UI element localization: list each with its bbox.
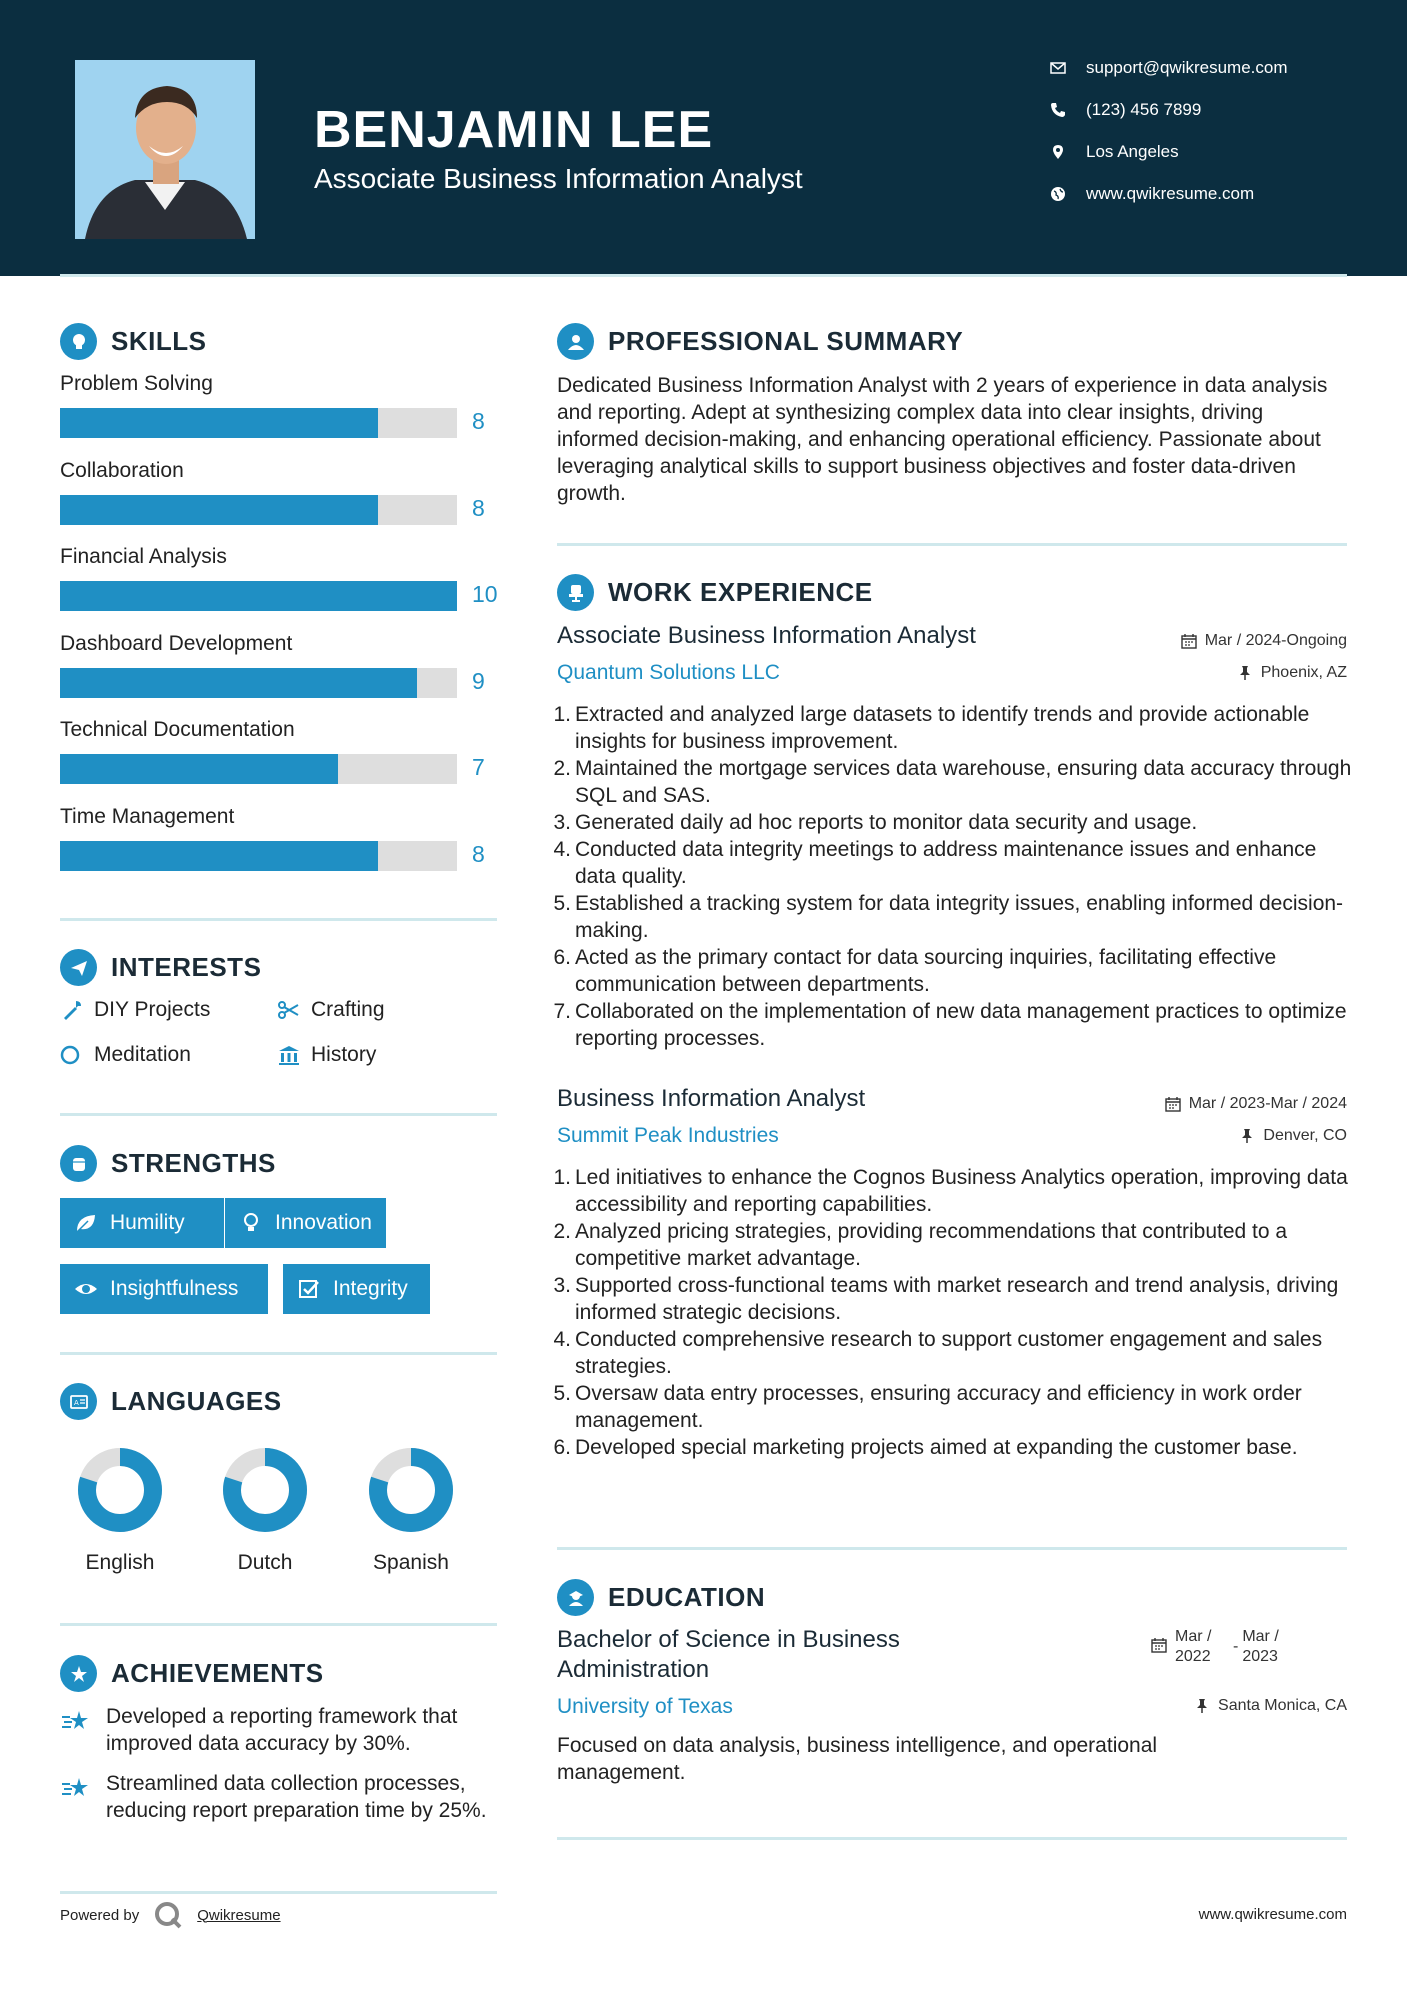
job-bullet bbox=[553, 1164, 1357, 1218]
calendar-icon bbox=[1165, 1096, 1181, 1112]
bullet-number: 4. bbox=[553, 1328, 571, 1351]
education-divider bbox=[557, 1837, 1347, 1840]
bullet-number: 6. bbox=[553, 1436, 571, 1459]
qwikresume-logo-icon bbox=[153, 1900, 183, 1930]
interest-item: DIY Projects bbox=[60, 998, 210, 1022]
contact-website-text: www.qwikresume.com bbox=[1086, 184, 1255, 203]
leaf-icon bbox=[74, 1211, 98, 1235]
bullet-text: Generated daily ad hoc reports to monitor data security and usage. bbox=[575, 811, 1198, 834]
skill-label: Time Management bbox=[60, 804, 235, 828]
job-bullet bbox=[553, 701, 1357, 755]
calendar-icon bbox=[1151, 1637, 1167, 1653]
contact-location bbox=[1050, 142, 1179, 162]
bullet-number: 6. bbox=[553, 946, 571, 969]
job-bullet bbox=[553, 1218, 1357, 1272]
achievements-heading: ACHIEVEMENTS bbox=[60, 1655, 324, 1692]
achievement-item: Streamlined data collection processes, reducing report preparation time by 25%. bbox=[60, 1770, 500, 1824]
eye-icon bbox=[74, 1277, 98, 1301]
contact-location-text: Los Angeles bbox=[1086, 142, 1179, 161]
job-bullet bbox=[553, 998, 1357, 1052]
shooting-star-icon bbox=[60, 1705, 92, 1737]
skill-value: 7 bbox=[472, 754, 485, 780]
check-square-icon bbox=[297, 1277, 321, 1301]
skill-bar-fill bbox=[60, 408, 378, 438]
job-dates: Mar / 2023-Mar / 2024 bbox=[1165, 1095, 1347, 1113]
experience-heading: WORK EXPERIENCE bbox=[557, 574, 873, 611]
globe-icon bbox=[1050, 186, 1086, 202]
strengths-divider bbox=[60, 1352, 497, 1355]
education-description: Focused on data analysis, business intelligence, and operational management. bbox=[557, 1734, 1158, 1784]
summary-text: Dedicated Business Information Analyst with 2 years of experience in data analysis and reporting. Adept at synthesizing complex data into clear insights, driving informed decision-making, and enhancing operational efficiency. Passionate about leveraging analytical skills to support business objectives and foster data-driven growth. bbox=[557, 374, 1328, 505]
skill-bar-fill bbox=[60, 581, 457, 611]
skill-value: 8 bbox=[472, 494, 485, 521]
bullet-number: 5. bbox=[553, 892, 571, 915]
strength-tag: Integrity bbox=[283, 1264, 430, 1314]
strength-tag: Insightfulness bbox=[60, 1264, 268, 1314]
footer-powered-by: Powered by Qwikresume bbox=[60, 1900, 281, 1930]
calendar-icon bbox=[1181, 633, 1197, 649]
header-divider bbox=[60, 274, 1347, 277]
skill-value: 8 bbox=[472, 408, 485, 434]
skill-value: 8 bbox=[472, 840, 485, 867]
bullet-text: Acted as the primary contact for data sourcing inquiries, facilitating effective communication between departments. bbox=[575, 946, 1277, 996]
job-bullet bbox=[553, 755, 1357, 809]
job-title: Business Information Analyst bbox=[557, 1085, 866, 1112]
bullet-text: Conducted data integrity meetings to address maintenance issues and enhance data quality. bbox=[575, 838, 1317, 888]
language-level-ring bbox=[221, 1446, 309, 1534]
job-bullet bbox=[553, 836, 1357, 890]
office-chair-icon bbox=[557, 574, 594, 611]
languages-heading: A LANGUAGES bbox=[60, 1383, 282, 1420]
education-start: Mar / 2022 bbox=[1175, 1628, 1212, 1665]
skill-value: 9 bbox=[472, 667, 485, 694]
circle-icon bbox=[60, 1043, 84, 1067]
contact-website[interactable] bbox=[1050, 184, 1254, 204]
bullet-text: Maintained the mortgage services data warehouse, ensuring data accuracy through SQL and SAS. bbox=[575, 757, 1352, 807]
language-card-icon bbox=[60, 1383, 97, 1420]
degree-title: Bachelor of Science in Business Administration bbox=[557, 1626, 900, 1683]
education-location: Santa Monica, CA bbox=[1194, 1697, 1347, 1715]
job-bullets bbox=[553, 1164, 1357, 1461]
interests-heading: INTERESTS bbox=[60, 949, 261, 986]
skill-bar-fill bbox=[60, 495, 378, 525]
paper-plane-icon bbox=[60, 949, 97, 986]
skill-bar-track bbox=[60, 841, 457, 871]
pushpin-icon bbox=[1239, 1128, 1255, 1144]
skills-heading: SKILLS bbox=[60, 323, 206, 360]
contact-email-text: support@qwikresume.com bbox=[1086, 58, 1288, 77]
job-bullet bbox=[553, 890, 1357, 944]
skill-bar-track bbox=[60, 668, 457, 698]
skill-value: 10 bbox=[472, 581, 498, 607]
skill-label: Problem Solving bbox=[60, 372, 213, 395]
pushpin-icon bbox=[1194, 1698, 1210, 1714]
language-name: Dutch bbox=[237, 1551, 293, 1574]
job-bullet bbox=[553, 809, 1357, 836]
footer-website[interactable]: www.qwikresume.com bbox=[1198, 1906, 1347, 1923]
bullet-number: 3. bbox=[553, 1274, 571, 1297]
education-end: Mar / 2023 bbox=[1242, 1628, 1279, 1665]
language-level-ring bbox=[76, 1446, 164, 1534]
interest-item: History bbox=[277, 1043, 376, 1067]
achievements-divider bbox=[60, 1891, 497, 1894]
bullet-number: 2. bbox=[553, 757, 571, 780]
candidate-role: Associate Business Information Analyst bbox=[314, 163, 803, 194]
bullet-number: 1. bbox=[553, 703, 571, 726]
skill-label: Financial Analysis bbox=[60, 545, 227, 568]
job-bullet bbox=[553, 944, 1357, 998]
job-dates: Mar / 2024-Ongoing bbox=[1181, 632, 1347, 650]
wrench-icon bbox=[60, 998, 84, 1022]
bullet-text: Oversaw data entry processes, ensuring accuracy and efficiency in work order management. bbox=[575, 1382, 1302, 1432]
skill-bar-track bbox=[60, 495, 457, 525]
bullet-text: Supported cross-functional teams with market research and trend analysis, driving informed strategic decisions. bbox=[575, 1274, 1339, 1324]
bullet-text: Developed special marketing projects aimed at expanding the customer base. bbox=[575, 1436, 1298, 1459]
language-name: English bbox=[85, 1551, 155, 1574]
user-icon bbox=[557, 323, 594, 360]
job-bullet bbox=[553, 1434, 1357, 1461]
skill-bar-track bbox=[60, 408, 457, 438]
map-pin-icon bbox=[1050, 144, 1086, 160]
contact-phone[interactable] bbox=[1050, 100, 1201, 120]
job-title: Associate Business Information Analyst bbox=[557, 622, 976, 649]
star-icon bbox=[60, 1655, 97, 1692]
lightbulb-icon bbox=[60, 323, 97, 360]
job-bullet bbox=[553, 1326, 1357, 1380]
strength-tag: Humility bbox=[60, 1198, 224, 1248]
graduate-icon bbox=[557, 1579, 594, 1616]
profile-photo bbox=[75, 60, 255, 239]
job-location: Phoenix, AZ bbox=[1237, 664, 1347, 682]
skills-divider bbox=[60, 918, 497, 921]
qwikresume-link[interactable]: Qwikresume bbox=[197, 1906, 281, 1924]
museum-icon bbox=[277, 1043, 301, 1067]
skill-label: Dashboard Development bbox=[60, 631, 293, 655]
skill-label: Collaboration bbox=[60, 458, 184, 482]
job-bullet bbox=[553, 1380, 1357, 1434]
languages-divider bbox=[60, 1623, 497, 1626]
scissors-icon bbox=[277, 998, 301, 1022]
school-name: University of Texas bbox=[557, 1695, 733, 1718]
skill-label: Technical Documentation bbox=[60, 718, 295, 741]
job-company: Quantum Solutions LLC bbox=[557, 661, 780, 684]
skill-bar-fill bbox=[60, 754, 338, 784]
bullet-text: Conducted comprehensive research to support customer engagement and sales strategies. bbox=[575, 1328, 1323, 1378]
shooting-star-icon bbox=[60, 1772, 92, 1804]
contact-phone-text: (123) 456 7899 bbox=[1086, 100, 1202, 119]
job-company: Summit Peak Industries bbox=[557, 1124, 779, 1147]
envelope-icon bbox=[1050, 60, 1086, 76]
bullet-text: Extracted and analyzed large datasets to identify trends and provide actionable insights for business improvement. bbox=[575, 703, 1310, 753]
bullet-number: 1. bbox=[553, 1166, 571, 1189]
phone-icon bbox=[1050, 102, 1086, 118]
bullet-number: 2. bbox=[553, 1220, 571, 1243]
contact-email[interactable] bbox=[1050, 58, 1288, 78]
education-dash: - bbox=[1233, 1638, 1239, 1655]
summary-divider bbox=[557, 543, 1347, 546]
experience-divider bbox=[557, 1547, 1347, 1550]
pushpin-icon bbox=[1237, 665, 1253, 681]
job-location: Denver, CO bbox=[1239, 1127, 1347, 1145]
strength-tag: Innovation bbox=[225, 1198, 386, 1248]
resume-header bbox=[0, 0, 1407, 276]
job-bullets bbox=[553, 701, 1357, 1052]
interests-divider bbox=[60, 1113, 497, 1116]
bullet-number: 5. bbox=[553, 1382, 571, 1405]
bullet-number: 4. bbox=[553, 838, 571, 861]
interest-item: Meditation bbox=[60, 1043, 191, 1067]
skill-bar-fill bbox=[60, 668, 417, 698]
candidate-name: BENJAMIN LEE bbox=[314, 101, 714, 159]
bullet-text: Collaborated on the implementation of new data management practices to optimize reporting processes. bbox=[575, 1000, 1347, 1050]
bullet-text: Analyzed pricing strategies, providing recommendations that contributed to a competitive market advantage. bbox=[575, 1220, 1288, 1270]
language-level-ring bbox=[367, 1446, 455, 1534]
education-heading: EDUCATION bbox=[557, 1579, 765, 1616]
lightbulb-icon bbox=[239, 1211, 263, 1235]
skill-bar-fill bbox=[60, 841, 378, 871]
education-dates bbox=[1151, 1627, 1290, 1667]
job-bullet bbox=[553, 1272, 1357, 1326]
bullet-number: 3. bbox=[553, 811, 571, 834]
summary-heading: PROFESSIONAL SUMMARY bbox=[557, 323, 963, 360]
bullet-number: 7. bbox=[553, 1000, 571, 1023]
skill-bar-track bbox=[60, 754, 457, 784]
language-name: Spanish bbox=[373, 1551, 449, 1574]
skill-bar-track bbox=[60, 581, 457, 611]
bullet-text: Led initiatives to enhance the Cognos Business Analytics operation, improving data accessibility and reporting capabilities. bbox=[575, 1166, 1348, 1216]
bullet-text: Established a tracking system for data integrity issues, enabling informed decision-making. bbox=[575, 892, 1344, 942]
strengths-heading: STRENGTHS bbox=[60, 1145, 276, 1182]
fist-icon bbox=[60, 1145, 97, 1182]
svg-text:A: A bbox=[73, 1398, 79, 1407]
interest-item: Crafting bbox=[277, 998, 385, 1022]
achievement-item: Developed a reporting framework that improved data accuracy by 30%. bbox=[60, 1703, 500, 1757]
